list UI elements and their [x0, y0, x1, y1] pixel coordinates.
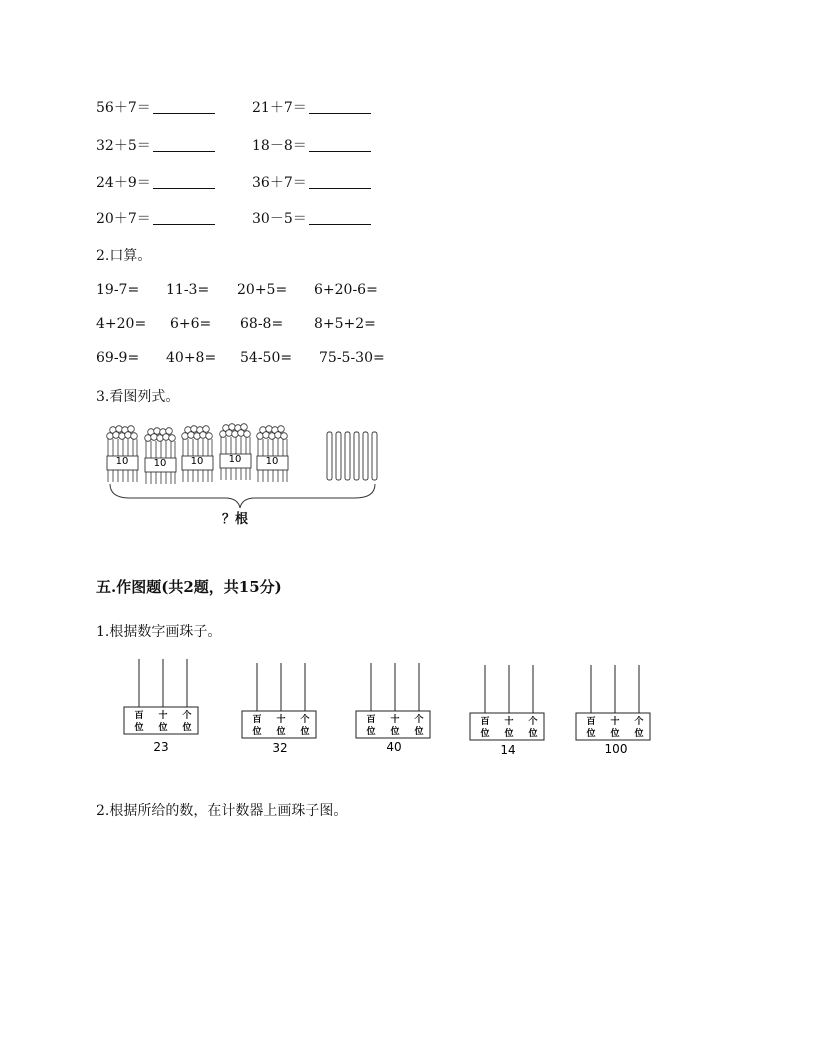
answer-blank[interactable]: [153, 174, 215, 189]
equation: 24＋9＝: [96, 172, 215, 192]
svg-text:十: 十: [276, 715, 286, 725]
equation: 32＋5＝: [96, 135, 215, 155]
svg-text:位: 位: [504, 729, 514, 739]
svg-text:位: 位: [182, 723, 192, 733]
answer-blank[interactable]: [309, 210, 371, 225]
bundle-5: [257, 426, 288, 482]
counter-number: 14: [500, 743, 516, 757]
counter-1: [124, 659, 198, 754]
svg-text:位: 位: [276, 727, 286, 737]
svg-text:个: 个: [414, 715, 424, 725]
svg-text:个: 个: [182, 711, 192, 721]
svg-text:个: 个: [634, 717, 644, 727]
question-3-title: 3.看图列式。: [96, 389, 180, 405]
counter-5: [576, 665, 650, 756]
mental-item: 75-5-30=: [319, 350, 385, 366]
svg-text:个: 个: [528, 717, 538, 727]
question-label: ？根: [222, 512, 249, 527]
svg-text:百: 百: [134, 711, 144, 721]
svg-text:位: 位: [634, 729, 644, 739]
bundle-4: [220, 424, 251, 480]
svg-text:位: 位: [134, 723, 144, 733]
bundle-label: 10: [228, 454, 242, 465]
mental-item: 6+6=: [170, 316, 212, 332]
abacus-counters: [118, 655, 678, 765]
mental-item: 11-3=: [166, 282, 210, 298]
mental-item: 40+8=: [166, 350, 217, 366]
counter-number: 100: [604, 742, 628, 756]
svg-text:位: 位: [300, 727, 310, 737]
svg-text:位: 位: [414, 727, 424, 737]
question-2b-title: 2.根据所给的数，在计数器上画珠子图。: [96, 803, 348, 819]
mental-item: 6+20-6=: [314, 282, 378, 298]
svg-text:百: 百: [366, 715, 376, 725]
answer-blank[interactable]: [153, 99, 215, 114]
counter-3: [356, 663, 430, 754]
bundle-label: 10: [153, 458, 167, 469]
equation: 20＋7＝: [96, 208, 215, 228]
bundle-label: 10: [190, 456, 204, 467]
svg-text:位: 位: [586, 729, 596, 739]
question-1-title: 1.根据数字画珠子。: [96, 624, 222, 640]
section-title: 五.作图题(共2题，共15分): [96, 578, 282, 596]
svg-text:位: 位: [610, 729, 620, 739]
bundle-label: 10: [265, 456, 279, 467]
equation: 36＋7＝: [252, 172, 371, 192]
bundle-1: [107, 426, 138, 482]
mental-item: 54-50=: [240, 350, 293, 366]
svg-text:十: 十: [504, 717, 514, 727]
svg-text:个: 个: [300, 715, 310, 725]
svg-text:位: 位: [528, 729, 538, 739]
equation: 18－8＝: [252, 135, 371, 155]
mental-item: 4+20=: [96, 316, 147, 332]
svg-text:位: 位: [480, 729, 490, 739]
counter-2: [242, 663, 316, 755]
svg-text:百: 百: [252, 715, 262, 725]
svg-text:位: 位: [390, 727, 400, 737]
bundle-label: 10: [115, 456, 129, 467]
equation: 56＋7＝: [96, 97, 215, 117]
mental-item: 8+5+2=: [314, 316, 376, 332]
svg-text:十: 十: [610, 717, 620, 727]
mental-item: 20+5=: [237, 282, 288, 298]
question-2-title: 2.口算。: [96, 248, 152, 264]
counter-number: 23: [153, 740, 169, 754]
brace: [110, 484, 375, 508]
answer-blank[interactable]: [153, 210, 215, 225]
bundle-3: [182, 426, 213, 482]
svg-text:位: 位: [158, 723, 168, 733]
svg-text:十: 十: [158, 711, 168, 721]
equation: 30－5＝: [252, 208, 371, 228]
loose-sticks: [327, 432, 377, 480]
answer-blank[interactable]: [309, 174, 371, 189]
answer-blank[interactable]: [153, 137, 215, 152]
svg-text:百: 百: [480, 717, 490, 727]
svg-text:百: 百: [586, 717, 596, 727]
mental-item: 19-7=: [96, 282, 140, 298]
svg-text:位: 位: [366, 727, 376, 737]
svg-text:十: 十: [390, 715, 400, 725]
counter-number: 32: [272, 741, 288, 755]
svg-text:位: 位: [252, 727, 262, 737]
counter-number: 40: [386, 740, 402, 754]
bundle-2: [145, 428, 176, 484]
mental-item: 68-8=: [240, 316, 284, 332]
counter-4: [470, 665, 544, 757]
mental-item: 69-9=: [96, 350, 140, 366]
answer-blank[interactable]: [309, 137, 371, 152]
equation: 21＋7＝: [252, 97, 371, 117]
answer-blank[interactable]: [309, 99, 371, 114]
